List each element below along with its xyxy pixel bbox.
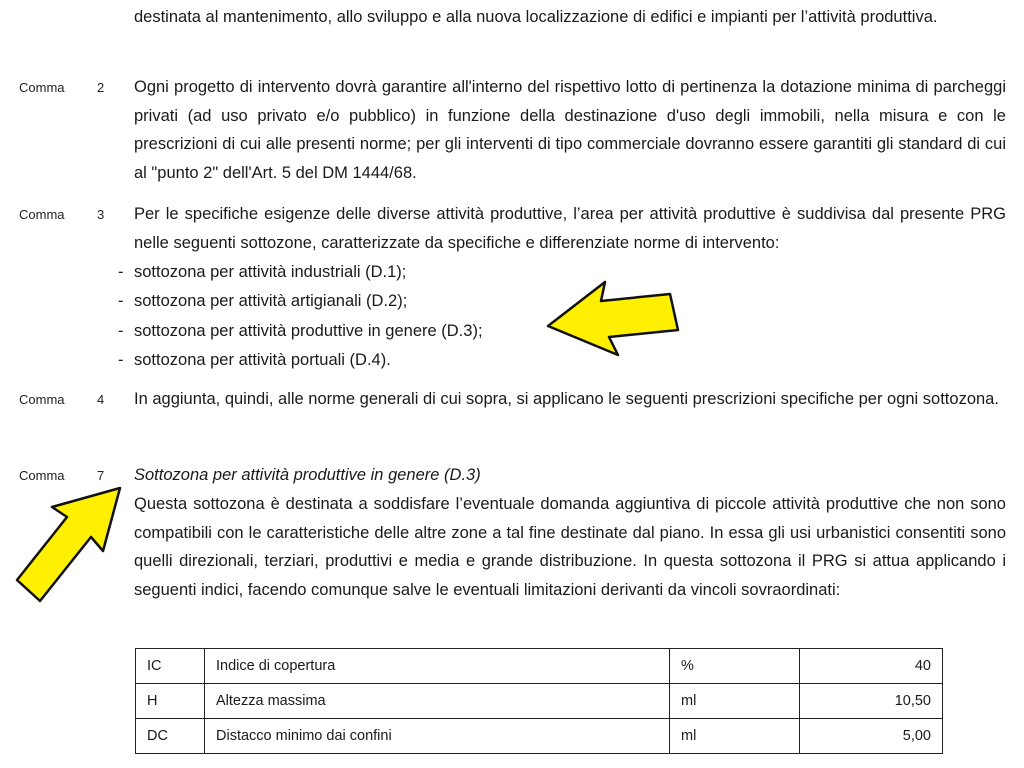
list-item-text: sottozona per attività industriali (D.1); (134, 263, 407, 281)
table-cell-unit: % (670, 649, 800, 684)
table-cell-code: H (136, 684, 205, 719)
table-cell-unit: ml (670, 684, 800, 719)
comma-number: 4 (97, 392, 105, 407)
list-dash: - (118, 350, 124, 369)
table-cell-description: Altezza massima (205, 684, 670, 719)
list-dash: - (118, 292, 124, 311)
intro-paragraph: destinata al mantenimento, allo sviluppo e alla nuova localizzazione di edifici e impianti per l’attività produttiva. (134, 8, 938, 26)
table-cell-code: IC (136, 649, 205, 684)
table-cell-value: 5,00 (800, 719, 943, 754)
table-cell-value: 40 (800, 649, 943, 684)
list-item-text: sottozona per attività artigianali (D.2); (134, 292, 408, 311)
table-cell-value: 10,50 (800, 684, 943, 719)
comma-label: Comma (19, 468, 65, 483)
list-dash: - (118, 263, 124, 281)
list-item-text: sottozona per attività portuali (D.4). (134, 350, 391, 369)
comma-3-paragraph: Per le specifiche esigenze delle diverse attività produttive, l’area per attività produttive è suddivisa dal presente PRG nelle seguenti sottozone, caratterizzate da specifiche e differenziate norme di intervento: (134, 205, 1006, 252)
arrow-pointing-to-comma-7-icon (17, 488, 120, 601)
comma-number: 7 (97, 468, 105, 483)
comma-2-paragraph: Ogni progetto di intervento dovrà garantire all'interno del rispettivo lotto di pertinenza la dotazione minima di parcheggi privati (ad uso privato e/o pubblico) in funzione della destinazione d'uso degli immobili, nella misura e con le prescrizioni di cui alle presenti norme; per gli interventi di tipo commerciale dovranno essere garantiti gli standard di cui al "punto 2" dell'Art. 5 del DM 1444/68. (134, 78, 1006, 182)
list-item-text: sottozona per attività produttive in genere (D.3); (134, 321, 483, 340)
table-cell-description: Distacco minimo dai confini (205, 719, 670, 754)
comma-7-heading: Sottozona per attività produttive in genere (D.3) (134, 466, 481, 484)
arrow-pointing-to-d3-item-icon (548, 282, 678, 355)
comma-number: 2 (97, 80, 105, 95)
comma-label: Comma (19, 392, 65, 407)
table-cell-unit: ml (670, 719, 800, 754)
comma-4-paragraph: In aggiunta, quindi, alle norme generali di cui sopra, si applicano le seguenti prescrizioni specifiche per ogni sottozona. (134, 390, 999, 408)
list-dash: - (118, 321, 124, 340)
comma-label: Comma (19, 80, 65, 95)
table-cell-code: DC (136, 719, 205, 754)
comma-7-paragraph: Questa sottozona è destinata a soddisfare l’eventuale domanda aggiuntiva di piccole attività produttive che non sono compatibili con le caratteristiche delle altre zone a tal fine destinate dal piano. In essa gli usi urbanistici consentiti sono quelli direzionali, terziari, produttivi e media e grande distribuzione. In questa sottozona il PRG si attua applicando i seguenti indici, facendo comunque salve le eventuali limitazioni derivanti da vincoli sovraordinati: (134, 495, 1006, 599)
comma-number: 3 (97, 207, 105, 222)
comma-label: Comma (19, 207, 65, 222)
table-cell-description: Indice di copertura (205, 649, 670, 684)
